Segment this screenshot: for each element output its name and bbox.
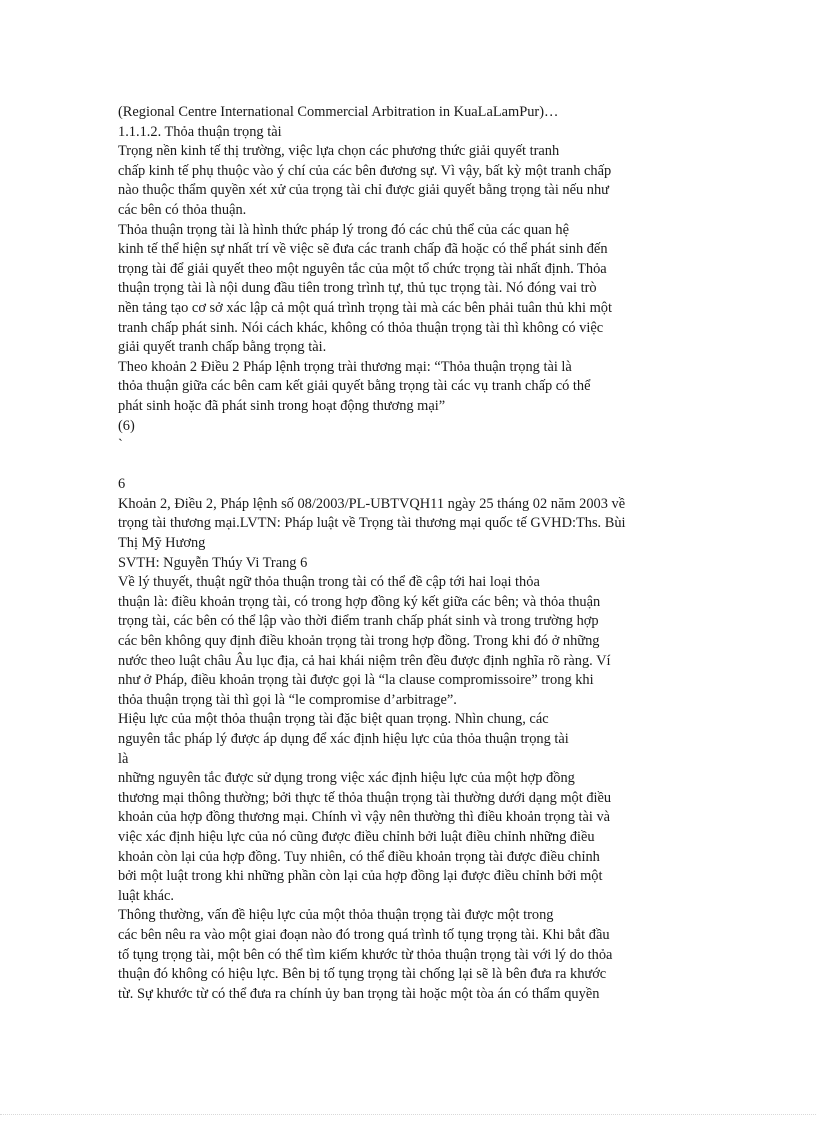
- stray-mark: `: [118, 437, 123, 454]
- text-line: Về lý thuyết, thuật ngữ thỏa thuận trong tài có thể đề cập tới hai loại thỏa: [118, 574, 540, 591]
- text-line: thỏa thuận trọng tài thì gọi là “le compromise d’arbitrage”.: [118, 691, 457, 708]
- text-line: bởi một luật trong khi những phần còn lại của hợp đồng lại được điều chỉnh bởi một: [118, 868, 603, 885]
- text-line: thỏa thuận giữa các bên cam kết giải quyết bằng trọng tài các vụ tranh chấp có thể: [118, 378, 591, 395]
- page-bottom-divider: [0, 1114, 816, 1115]
- text-line: Theo khoản 2 Điều 2 Pháp lệnh trọng trài thương mại: “Thỏa thuận trọng tài là: [118, 358, 572, 375]
- text-line: tố tụng trọng tài, một bên có thể tìm kiếm khước từ thỏa thuận trọng tài với lý do thỏa: [118, 946, 613, 963]
- text-line: thuận đó không có hiệu lực. Bên bị tố tụng trọng tài chống lại sẽ là bên đưa ra khước: [118, 966, 607, 983]
- text-line: Thông thường, vấn đề hiệu lực của một thỏa thuận trọng tài được một trong: [118, 907, 554, 924]
- text-line: kinh tế thể hiện sự nhất trí về việc sẽ đưa các tranh chấp đã hoặc có thể phát sinh đến: [118, 241, 608, 258]
- text-line: nước theo luật châu Âu lục địa, cả hai khái niệm trên đều được định nghĩa rõ ràng. Ví: [118, 652, 611, 669]
- footnote-text: trọng tài thương mại.LVTN: Pháp luật về Trọng tài thương mại quốc tế GVHD:Ths. Bùi: [118, 515, 626, 532]
- text-line: (Regional Centre International Commercial Arbitration in KuaLaLamPur)…: [118, 104, 559, 120]
- text-line: luật khác.: [118, 887, 174, 904]
- text-line: thuận trọng tài là nội dung đầu tiên trong trình tự, thủ tục trọng tài. Nó đóng vai trò: [118, 280, 597, 297]
- text-line: những nguyên tắc được sử dụng trong việc xác định hiệu lực của một hợp đồng: [118, 770, 575, 787]
- text-line: chấp kinh tế phụ thuộc vào ý chí của các bên đương sự. Vì vậy, bất kỳ một tranh chấp: [118, 162, 612, 179]
- text-line: Thỏa thuận trọng tài là hình thức pháp lý trong đó các chủ thể của các quan hệ: [118, 221, 569, 238]
- text-line: trọng tài để giải quyết theo một nguyên tắc của một tổ chức trọng tài nhất định. Thỏa: [118, 260, 607, 277]
- section-heading: 1.1.1.2. Thỏa thuận trọng tài: [118, 123, 282, 140]
- text-line: là: [118, 750, 129, 767]
- footnote-text: Thị Mỹ Hương: [118, 535, 206, 552]
- text-line: các bên không quy định điều khoản trọng tài trong hợp đồng. Trong khi đó ở những: [118, 633, 600, 650]
- footnote-number: 6: [118, 476, 126, 493]
- text-line: nguyên tắc pháp lý được áp dụng để xác định hiệu lực của thỏa thuận trọng tài: [118, 731, 569, 747]
- page-footer: SVTH: Nguyễn Thúy Vi Trang 6: [118, 554, 308, 571]
- text-line: việc xác định hiệu lực của nó cũng được điều chỉnh bởi luật điều chỉnh những điều: [118, 828, 595, 845]
- text-line: tranh chấp phát sinh. Nói cách khác, không có thỏa thuận trọng tài thì không có việc: [118, 319, 604, 336]
- text-line: nào thuộc thẩm quyền xét xử của trọng tài chỉ được giải quyết bằng trọng tài nếu như: [118, 182, 609, 199]
- text-line: từ. Sự khước từ có thể đưa ra chính ủy ban trọng tài hoặc một tòa án có thẩm quyền: [118, 985, 600, 1002]
- footnote-text: Khoản 2, Điều 2, Pháp lệnh số 08/2003/PL-UBTVQH11 ngày 25 tháng 02 năm 2003 về: [118, 495, 626, 512]
- text-line: thuận là: điều khoản trọng tài, có trong hợp đồng ký kết giữa các bên; và thỏa thuận: [118, 593, 601, 610]
- text-line: khoản còn lại của hợp đồng. Tuy nhiên, có thể điều khoản trọng tài được điều chỉnh: [118, 848, 600, 865]
- text-line: phát sinh hoặc đã phát sinh trong hoạt động thương mại”: [118, 397, 446, 414]
- text-line: Hiệu lực của một thỏa thuận trọng tài đặc biệt quan trọng. Nhìn chung, các: [118, 711, 549, 728]
- text-line: các bên nêu ra vào một giai đoạn nào đó trong quá trình tố tụng trọng tài. Khi bắt đầu: [118, 926, 610, 943]
- text-line: thương mại thông thường; bởi thực tế thỏa thuận trọng tài thường dưới dạng một điều: [118, 789, 612, 806]
- footnote-ref: (6): [118, 417, 135, 434]
- text-line: trọng tài, các bên có thể lập vào thời điểm tranh chấp phát sinh và trong trường hợp: [118, 613, 599, 630]
- text-line: khoản của hợp đồng thương mại. Chính vì vậy nên thường thì điều khoản trọng tài và: [118, 809, 611, 826]
- blank-line: [118, 456, 698, 476]
- text-line: nền tảng tạo cơ sở xác lập cả một quá trình trọng tài mà các bên phải tuân thủ khi một: [118, 299, 612, 316]
- text-line: như ở Pháp, điều khoản trọng tài được gọi là “la clause compromissoire” trong khi: [118, 672, 594, 689]
- text-line: Trọng nền kinh tế thị trường, việc lựa chọn các phương thức giải quyết tranh: [118, 143, 560, 160]
- text-line: giải quyết tranh chấp bằng trọng tài.: [118, 339, 327, 356]
- text-line: các bên có thỏa thuận.: [118, 201, 247, 218]
- document-body: [118, 103, 698, 1004]
